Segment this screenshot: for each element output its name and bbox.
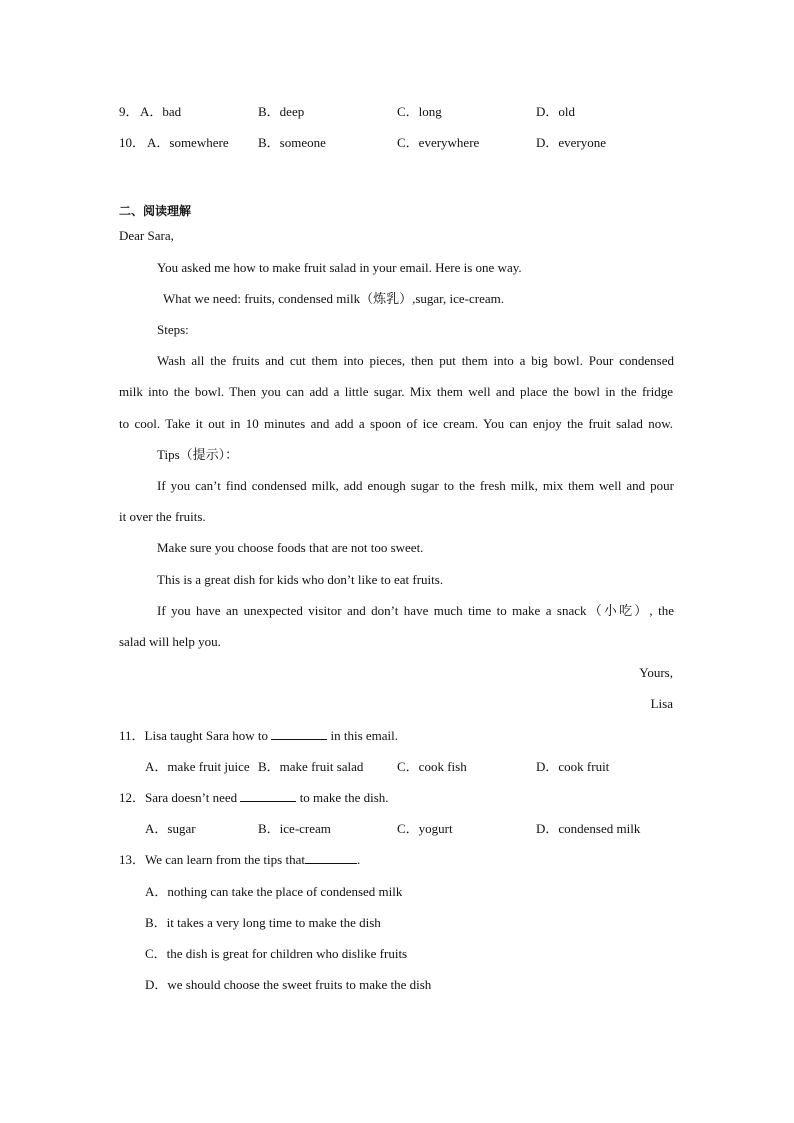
letter-steps-line-1: Wash all the fruits and cut them into pieces, then put them into a big bowl. Pour condensed: [157, 353, 674, 368]
question-10-option-c[interactable]: C．everywhere: [397, 135, 480, 150]
question-13-option-c[interactable]: C．the dish is great for children who dislike fruits: [145, 946, 408, 961]
question-9-option-b[interactable]: B．deep: [258, 104, 305, 119]
question-9-option-a[interactable]: A．bad: [140, 104, 182, 119]
question-12-option-b[interactable]: B．ice-cream: [258, 821, 331, 836]
letter-tip-1-line-1: If you can’t find condensed milk, add enough sugar to the fresh milk, mix them well and pour: [157, 478, 674, 493]
question-10-option-b[interactable]: B．someone: [258, 135, 326, 150]
question-11-option-d[interactable]: D．cook fruit: [536, 759, 610, 774]
question-12-option-d[interactable]: D．condensed milk: [536, 821, 641, 836]
letter-tip-3: This is a great dish for kids who don’t like to eat fruits.: [157, 572, 444, 587]
question-11-option-a[interactable]: A．make fruit juice: [145, 759, 250, 774]
letter-tip-4-line-2: salad will help you.: [119, 634, 221, 649]
question-13-option-a[interactable]: A．nothing can take the place of condensed milk: [145, 884, 403, 899]
question-13-stem-start: 13．We can learn from the tips that: [119, 852, 305, 867]
question-10-number: 10．: [119, 135, 146, 150]
letter-signature: Lisa: [650, 696, 673, 711]
question-11-stem-end: in this email.: [330, 728, 399, 743]
question-11-blank: [271, 727, 327, 740]
question-12-stem: [119, 789, 389, 807]
letter-paragraph-2: What we need: fruits, condensed milk（炼乳）,sugar, ice-cream.: [163, 291, 504, 306]
letter-tip-1-line-2: it over the fruits.: [119, 509, 206, 524]
question-13-blank: [305, 851, 357, 864]
question-10-option-a[interactable]: A．somewhere: [147, 135, 229, 150]
question-13-stem: [119, 851, 360, 869]
question-12-stem-end: to make the dish.: [299, 790, 389, 805]
question-9-option-d[interactable]: D．old: [536, 104, 576, 119]
question-13-option-b[interactable]: B．it takes a very long time to make the dish: [145, 915, 381, 930]
letter-tip-4-line-1: If you have an unexpected visitor and don’t have much time to make a snack（小吃）, the: [157, 603, 674, 618]
question-13-option-d[interactable]: D．we should choose the sweet fruits to make the dish: [145, 977, 432, 992]
letter-paragraph-1: You asked me how to make fruit salad in your email. Here is one way.: [157, 260, 522, 275]
section-title: 二、阅读理解: [119, 204, 192, 218]
question-10-option-d[interactable]: D．everyone: [536, 135, 607, 150]
letter-steps-label: Steps:: [157, 322, 189, 337]
question-12-stem-start: 12．Sara doesn’t need: [119, 790, 238, 805]
question-11-option-c[interactable]: C．cook fish: [397, 759, 467, 774]
letter-greeting: Dear Sara,: [119, 228, 174, 243]
letter-steps-line-3: to cool. Take it out in 10 minutes and add a spoon of ice cream. You can enjoy the fruit salad now.: [119, 416, 673, 431]
question-11-option-b[interactable]: B．make fruit salad: [258, 759, 364, 774]
question-11-stem-start: 11．Lisa taught Sara how to: [119, 728, 268, 743]
question-11-stem: [119, 727, 398, 745]
question-13-stem-end: .: [356, 852, 361, 867]
question-9-option-c[interactable]: C．long: [397, 104, 442, 119]
letter-closing: Yours,: [639, 665, 673, 680]
question-12-option-a[interactable]: A．sugar: [145, 821, 196, 836]
question-9-number: 9．: [119, 104, 139, 119]
question-12-option-c[interactable]: C．yogurt: [397, 821, 453, 836]
letter-steps-line-2: milk into the bowl. Then you can add a little sugar. Mix them well and place the bowl in the fridge: [119, 384, 673, 399]
question-12-blank: [240, 789, 296, 802]
letter-tip-2: Make sure you choose foods that are not too sweet.: [157, 540, 424, 555]
letter-tips-label: Tips（提示）：: [157, 447, 239, 462]
